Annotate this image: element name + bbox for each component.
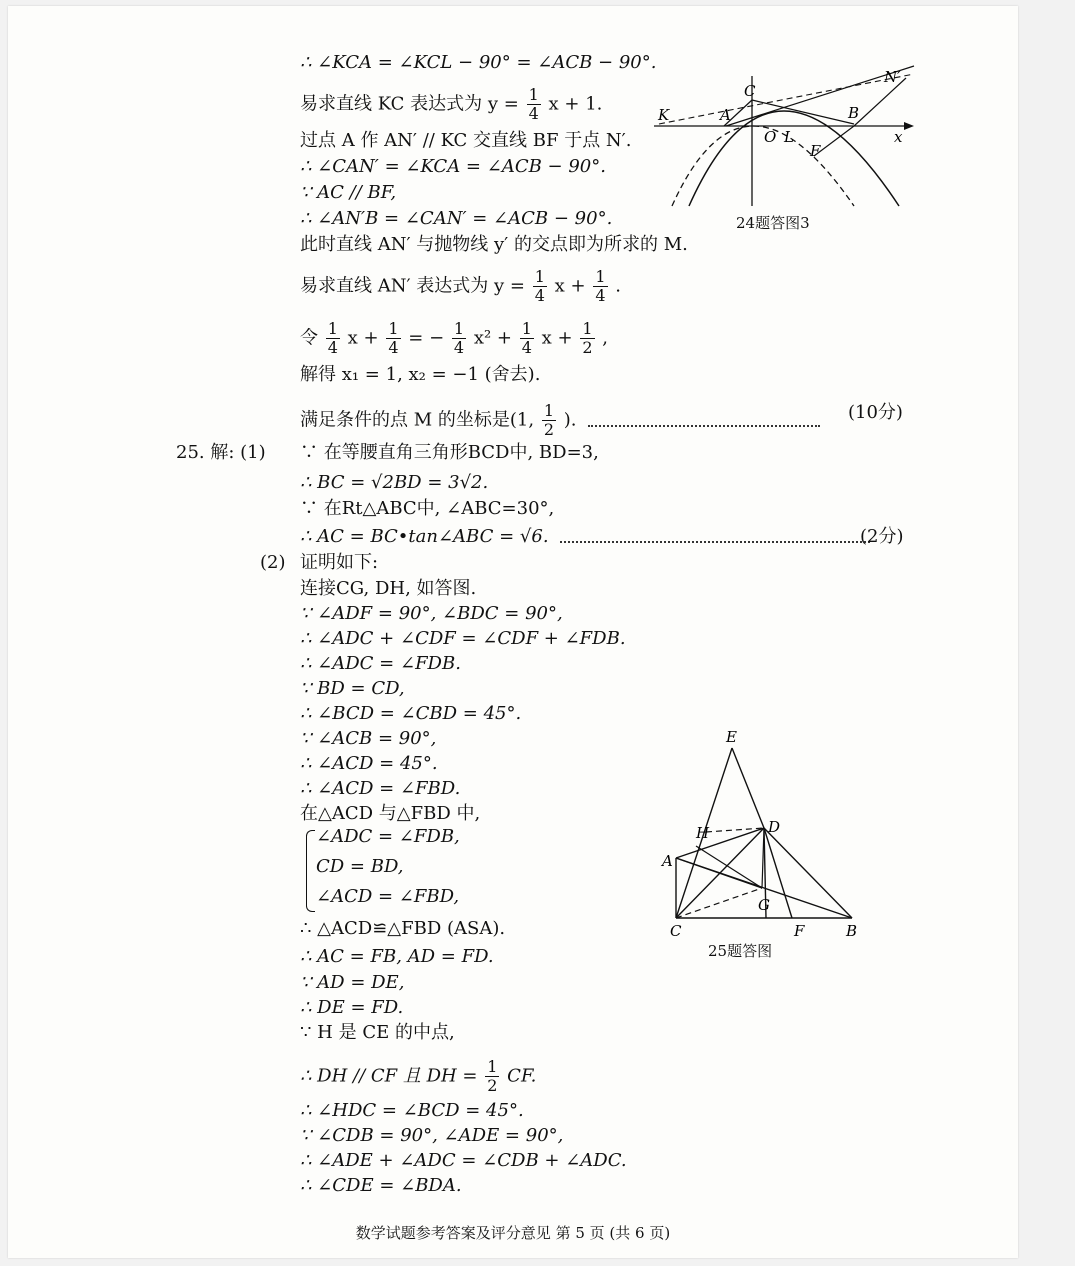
text-line: ∵ 在等腰直角三角形BCD中, BD=3, — [300, 442, 599, 463]
text-line: ∴ ∠BCD = ∠CBD = 45°. — [300, 703, 522, 724]
label-b: B — [848, 104, 860, 122]
text-line: ∵ 在Rt△ABC中, ∠ABC=30°, — [300, 498, 555, 519]
text-line: ∴ DE = FD. — [300, 997, 404, 1018]
question-25-label: 25. 解: (1) — [176, 442, 266, 463]
text-line: ∵ AC // BF, — [300, 182, 397, 203]
text-line: ∴ △ACD≌△FBD (ASA). — [300, 918, 506, 939]
text-line: 过点 A 作 AN′ // KC 交直线 BF 于点 N′. — [300, 130, 632, 151]
text-line: ∴ ∠HDC = ∠BCD = 45°. — [300, 1100, 524, 1121]
label-k: K — [658, 106, 670, 124]
text-line: ∵ ∠ADF = 90°, ∠BDC = 90°, — [300, 603, 563, 624]
text-line: ∵ ∠ACB = 90°, — [300, 728, 437, 749]
line-kc — [659, 74, 914, 124]
score-label: (10分) — [848, 402, 903, 423]
fraction: $\frac{1}{4}$ — [595, 267, 606, 305]
label-g: G — [758, 896, 770, 914]
text-line: 在△ACD 与△FBD 中, — [300, 803, 481, 824]
label-h: H — [696, 824, 710, 842]
text-line: ∴ ∠CDE = ∠BDA. — [300, 1175, 462, 1196]
label-x: x — [894, 128, 903, 146]
text-line: 连接CG, DH, 如答图. — [300, 578, 477, 599]
label-f: F — [810, 142, 821, 160]
text-line: ∴ BC = √2BD = 3√2. — [300, 472, 489, 493]
part-2-label: (2) — [260, 552, 286, 573]
text-line: ∴ ∠CAN′ = ∠KCA = ∠ACB − 90°. — [300, 156, 606, 177]
text-line: 满足条件的点 M 的坐标是(1, $\frac{1}{2}$ ). — [300, 402, 826, 439]
text-line: ∴ ∠ADC = ∠FDB. — [300, 653, 461, 674]
page-footer: 数学试题参考答案及评分意见 第 5 页 (共 6 页) — [355, 1224, 671, 1242]
answer-page: ∴ ∠KCA = ∠KCL − 90° = ∠ACB − 90°. 易求直线 KC 表达式为 y = $\frac{1}{4}$ x + 1. 过点 A 作 AN′ // KC 交直线 BF 于点 N′. ∴ ∠CAN′ = ∠KCA = ∠ACB − 90°. ∵ AC // BF, ∴ ∠AN′B = ∠CAN′ = ∠ACB − 90°. 此时直线 AN′ 与抛物线 y′ 的交点即为所求的 M. 易求直线 AN′ 表达式为 y = $\frac{1}{4}$ x + $\frac{1}{4}$ . 令 $\frac{1}{4}$ x + $\frac{1}{4}$ = − $\frac{1}{4}$ x² + $\frac{1}{4}$ x + $\frac{1}{2}$ , 解得 x₁ = 1, x₂ = −1 (舍去). 满足条件的点 M 的坐标是(1, $\frac{1}{2}$ ). (10分) C N′ K A O L B x F 24题答图3 25. 解: (1) ∵ 在等腰直角三角形BCD中, BD=3, ∴ BC = √2BD = 3√2. ∵ 在Rt△ABC中, ∠ABC=30°, ∴ AC = BC•tan∠ABC = √6. (2分) (2) 证明如下: 连接CG, DH, 如答图. ∵ ∠ADF = 90°, ∠BDC = 90°, ∴ ∠ADC + ∠CDF = ∠CDF + ∠FDB. ∴ ∠ADC = ∠FDB. ∵ BD = CD, ∴ ∠BCD = ∠CBD = 45°. ∵ ∠ACB = 90°, ∴ ∠ACD = 45°. ∴ ∠ACD = ∠FBD. 在△ACD 与△FBD 中, ∠ADC = ∠FDB, CD = BD, ∠ACD = ∠FBD, ∴ △ACD≌△FBD (ASA). ∴ AC = FB, AD = FD. ∵ AD = DE, ∴ DE = FD. ∵ H 是 CE 的中点, ∴ DH // CF 且 DH = $\frac{1}{2}$ CF. ∴ ∠HDC = ∠BCD = 45°. ∵ ∠CDB = 90°, ∠ADE = 90°, ∴ ∠ADE + ∠ADC = ∠CDB + ∠ADC. ∴ ∠CDE = ∠BDA. E H D A G C F B 25题答图 数学试题参考答案及评分意见 第 5 页 (共 6 页) — [8, 6, 1018, 1258]
fraction: $\frac{1}{4}$ — [528, 85, 539, 123]
text-line: 证明如下: — [300, 552, 379, 573]
text-line: 易求直线 KC 表达式为 y = $\frac{1}{4}$ x + 1. — [300, 85, 603, 123]
text-line: 令 $\frac{1}{4}$ x + $\frac{1}{4}$ = − $\frac{1}{4}$ x² + $\frac{1}{4}$ x + $\frac{1}{2}$ , — [300, 319, 609, 357]
parabola-solid — [689, 111, 899, 206]
label-l: L — [784, 128, 794, 146]
text-line: ∵ BD = CD, — [300, 678, 405, 699]
text-line: ∵ ∠CDB = 90°, ∠ADE = 90°, — [300, 1125, 564, 1146]
text-line: ∵ AD = DE, — [300, 972, 405, 993]
label-d: D — [768, 818, 781, 836]
label-a: A — [720, 106, 731, 124]
text-line: ∴ ∠ACD = 45°. — [300, 753, 438, 774]
figure-24-caption: 24题答图3 — [736, 214, 810, 232]
text-line: 解得 x₁ = 1, x₂ = −1 (舍去). — [300, 364, 541, 385]
label-e: E — [726, 728, 737, 746]
label-c: C — [744, 82, 756, 100]
figure-25-caption: 25题答图 — [708, 942, 773, 960]
score-label: (2分) — [860, 526, 904, 547]
text-line: ∴ ∠ADE + ∠ADC = ∠CDB + ∠ADC. — [300, 1150, 627, 1171]
text-line: ∵ H 是 CE 的中点, — [300, 1022, 455, 1043]
figure-25-triangle — [656, 728, 876, 948]
figure-24-parabola — [644, 56, 924, 216]
text-line: ∴ ∠AN′B = ∠CAN′ = ∠ACB − 90°. — [300, 208, 613, 229]
text-line: ∴ DH // CF 且 DH = $\frac{1}{2}$ CF. — [300, 1057, 537, 1095]
label-n: N′ — [884, 68, 901, 86]
fraction: $\frac{1}{4}$ — [534, 267, 545, 305]
text-line: 此时直线 AN′ 与抛物线 y′ 的交点即为所求的 M. — [300, 234, 688, 255]
text-line: 易求直线 AN′ 表达式为 y = $\frac{1}{4}$ x + $\frac{1}{4}$ . — [300, 267, 621, 305]
label-f: F — [794, 922, 805, 940]
label-b: B — [846, 922, 858, 940]
label-a: A — [662, 852, 673, 870]
text-line: ∴ ∠KCA = ∠KCL − 90° = ∠ACB − 90°. — [300, 52, 657, 73]
label-c: C — [670, 922, 682, 940]
label-o: O — [764, 128, 777, 146]
text-line: ∴ ∠ADC + ∠CDF = ∠CDF + ∠FDB. — [300, 628, 626, 649]
text-line: ∴ AC = BC•tan∠ABC = √6. — [300, 526, 876, 548]
parabola-dashed — [672, 126, 854, 206]
text-line: ∴ AC = FB, AD = FD. — [300, 946, 494, 967]
text-line: ∴ ∠ACD = ∠FBD. — [300, 778, 461, 799]
